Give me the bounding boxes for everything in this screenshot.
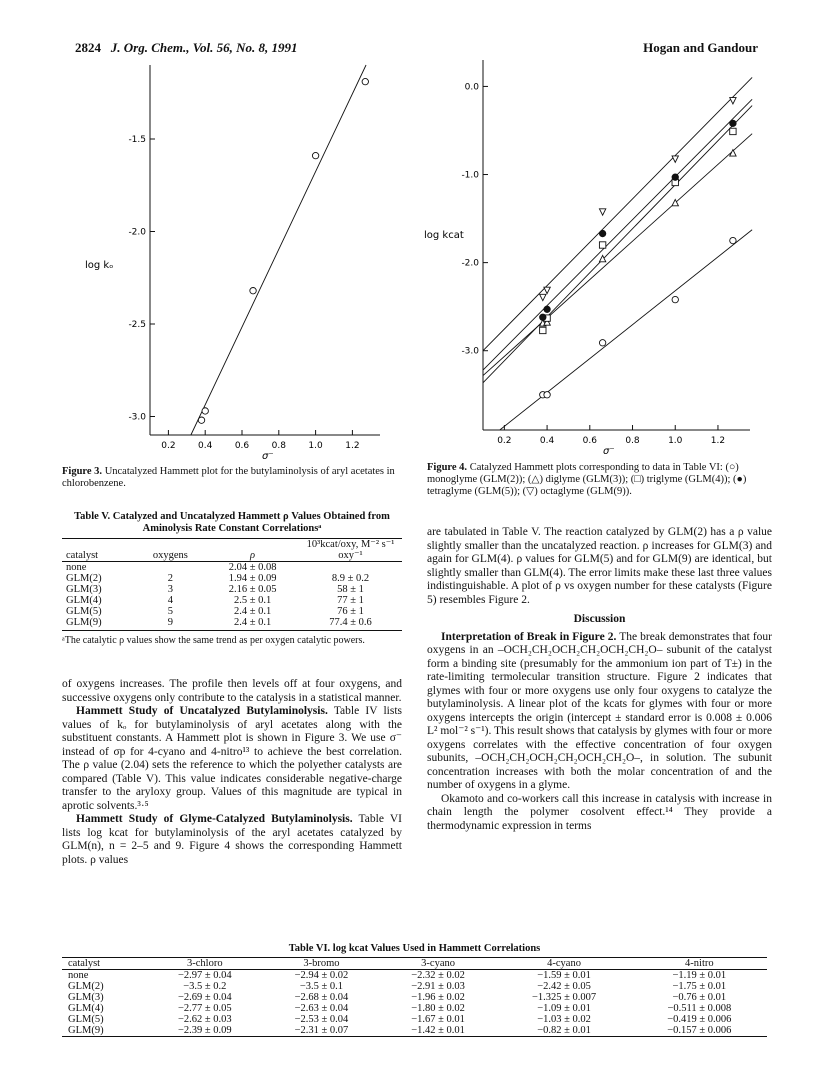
- table-cell: −1.80 ± 0.02: [411, 1003, 465, 1014]
- table6-body: [62, 970, 767, 1037]
- table-cell: GLM(4): [66, 595, 102, 606]
- table-cell: −1.96 ± 0.02: [411, 992, 465, 1003]
- table-cell: −2.32 ± 0.02: [411, 970, 465, 981]
- fig4-points: [540, 98, 737, 398]
- fit-line: [483, 134, 752, 376]
- data-point: [540, 294, 546, 300]
- table-cell: GLM(2): [68, 981, 104, 992]
- data-point: [544, 287, 550, 293]
- table-row: [62, 584, 402, 595]
- table5-title: Table V. Catalyzed and Uncatalyzed Hammett ρ Values Obtained from Aminolysis Rate Constant Correlationsᵃ: [74, 511, 390, 534]
- x-tick-label: 0.2: [497, 436, 512, 446]
- fig4-y-ticks: [461, 82, 488, 356]
- figure3-caption: [62, 466, 402, 490]
- table-cell: −2.77 ± 0.05: [177, 1003, 232, 1014]
- data-point: [544, 392, 550, 398]
- table-cell: 77 ± 1: [337, 595, 364, 606]
- table-row: [62, 1025, 767, 1037]
- table-row: [62, 562, 402, 574]
- y-tick-label: -1.0: [461, 170, 479, 181]
- table5: [62, 538, 402, 628]
- figure4-chart: [420, 55, 765, 465]
- table-header-cell: 4-cyano: [547, 958, 581, 969]
- data-point: [672, 174, 678, 180]
- x-tick-label: 1.2: [345, 441, 360, 451]
- data-point: [599, 209, 605, 215]
- x-tick-label: 1.2: [710, 436, 726, 446]
- data-point: [540, 314, 546, 320]
- fit-line: [500, 230, 752, 430]
- fig4-y-label: log kcat: [424, 230, 464, 241]
- data-point: [362, 78, 368, 84]
- left-heading-2: Hammett Study of Uncatalyzed Butylaminolysis.: [76, 705, 328, 717]
- table-row: [62, 981, 767, 992]
- table-header-cell: 3-chloro: [187, 958, 223, 969]
- table-cell: −0.82 ± 0.01: [537, 1025, 591, 1036]
- y-tick-label: -3.0: [461, 346, 479, 357]
- data-point: [730, 237, 736, 243]
- y-tick-label: -1.5: [128, 135, 146, 145]
- table-cell: 9: [167, 617, 173, 628]
- fig3-x-label: σ⁻: [262, 451, 274, 462]
- x-tick-label: 1.0: [668, 436, 683, 446]
- data-point: [730, 98, 736, 104]
- data-point: [730, 120, 736, 126]
- table-cell: 2.16 ± 0.05: [228, 584, 277, 595]
- table-cell: GLM(3): [66, 584, 102, 595]
- x-tick-label: 0.4: [198, 441, 213, 451]
- table-cell: [135, 562, 207, 574]
- x-tick-label: 0.8: [625, 436, 640, 446]
- table-cell: 2.5 ± 0.1: [233, 595, 272, 606]
- table-cell: −2.94 ± 0.02: [294, 970, 349, 981]
- left-paragraph-1: of oxygens increases. The profile then levels off at four oxygens, and successive oxygens only contribute to the catalysis in a statistical manner.: [62, 678, 402, 704]
- fig4-x-ticks: [497, 425, 725, 446]
- y-tick-label: -3.0: [128, 412, 146, 423]
- table-cell: −2.53 ± 0.04: [294, 1014, 349, 1025]
- table-row: [62, 595, 402, 606]
- y-tick-label: 0.0: [464, 82, 479, 93]
- table-cell: 76 ± 1: [337, 606, 364, 617]
- table6-header-row: [62, 958, 767, 970]
- table-cell: none: [66, 562, 87, 573]
- table-cell: −2.42 ± 0.05: [537, 981, 591, 992]
- table-cell: none: [68, 970, 89, 981]
- discussion-heading: Discussion: [573, 613, 626, 625]
- table-cell: −1.09 ± 0.01: [537, 1003, 591, 1014]
- data-point: [540, 327, 546, 333]
- data-point: [250, 288, 256, 294]
- fit-line: [191, 65, 366, 435]
- fit-line: [483, 106, 752, 383]
- table-cell: GLM(5): [66, 606, 102, 617]
- table-cell: [299, 562, 402, 574]
- y-tick-label: -2.0: [461, 258, 479, 269]
- table-cell: −1.75 ± 0.01: [672, 981, 727, 992]
- fit-line: [483, 99, 752, 370]
- table-cell: −2.69 ± 0.04: [177, 992, 232, 1003]
- left-column-text: [62, 678, 402, 867]
- left-paragraph-3: Table VI lists log kcat for butylaminolysis of the aryl acetates catalyzed by GLM(n), n = 2–5 and 9. Figure 4 shows the corresponding Hammett plots. ρ values: [62, 813, 402, 866]
- figure3-chart: [80, 55, 400, 470]
- table-cell: −2.31 ± 0.07: [294, 1025, 349, 1036]
- table-cell: GLM(9): [66, 617, 102, 628]
- y-tick-label: -2.0: [128, 227, 146, 238]
- table-row: [62, 606, 402, 617]
- data-point: [672, 296, 678, 302]
- table-cell: 1.94 ± 0.09: [228, 573, 277, 584]
- right-heading-2: Interpretation of Break in Figure 2.: [441, 630, 617, 643]
- table-cell: GLM(9): [68, 1025, 104, 1036]
- x-tick-label: 1.0: [308, 441, 323, 451]
- table-cell: GLM(3): [68, 992, 104, 1003]
- figure4-caption: [427, 462, 772, 498]
- x-tick-label: 0.4: [539, 436, 555, 446]
- table-cell: 58 ± 1: [337, 584, 364, 595]
- x-tick-label: 0.2: [161, 441, 176, 451]
- table5-footnote: ᵃThe catalytic ρ values show the same trend as per oxygen catalytic powers.: [62, 630, 402, 647]
- fig3-caption-label: Figure 3.: [62, 466, 103, 477]
- table-header-cell: 4-nitro: [685, 958, 714, 969]
- page-number: 2824: [75, 40, 101, 55]
- table-cell: GLM(4): [68, 1003, 104, 1014]
- table6: [62, 957, 767, 1037]
- y-tick-label: -2.5: [128, 320, 146, 330]
- table-cell: GLM(2): [66, 573, 102, 584]
- running-header: [75, 40, 297, 56]
- fig3-x-ticks: [161, 430, 359, 451]
- table-cell: −2.39 ± 0.09: [177, 1025, 232, 1036]
- data-point: [672, 156, 678, 162]
- table5-body: [62, 562, 402, 629]
- table-cell: GLM(5): [68, 1014, 104, 1025]
- table-cell: 2.04 ± 0.08: [228, 562, 277, 573]
- table-cell: 4: [167, 595, 173, 606]
- table-cell: 3: [167, 584, 173, 595]
- table-cell: −2.91 ± 0.03: [411, 981, 465, 992]
- fig4-caption-text: Catalyzed Hammett plots corresponding to data in Table VI: (○) monoglyme (GLM(2)); (△) diglyme (GLM(3)); (□) triglyme (GLM(4)); (●) tetraglyme (GLM(5)); (▽) octaglyme (GLM(9)).: [427, 462, 747, 497]
- fig3-caption-text: Uncatalyzed Hammett plot for the butylaminolysis of aryl acetates in chlorobenzene.: [62, 466, 395, 489]
- table-cell: 8.9 ± 0.2: [331, 573, 370, 584]
- journal-citation: J. Org. Chem., Vol. 56, No. 8, 1991: [110, 40, 298, 55]
- fig3-points: [198, 78, 368, 423]
- table-row: [62, 970, 767, 982]
- table-row: [62, 573, 402, 584]
- table-cell: −0.76 ± 0.01: [672, 992, 727, 1003]
- table-cell: 77.4 ± 0.6: [329, 617, 372, 628]
- table-cell: 5: [167, 606, 173, 617]
- table-cell: −0.419 ± 0.006: [667, 1014, 732, 1025]
- x-tick-label: 0.6: [582, 436, 597, 446]
- table-cell: −1.67 ± 0.01: [411, 1014, 465, 1025]
- right-column-text: [427, 526, 772, 833]
- right-paragraph-3: Okamoto and co-workers call this increase in catalysis with increase in chain length the polymer cosolvent effect.¹⁴ They provide a thermodynamic expression in terms: [427, 792, 772, 832]
- fig3-fit-line: [191, 65, 366, 435]
- table-cell: −1.42 ± 0.01: [411, 1025, 465, 1036]
- table-cell: −1.59 ± 0.01: [537, 970, 591, 981]
- table6-title: Table VI. log kcat Values Used in Hammett Correlations: [288, 943, 541, 954]
- table-header-cell: 3-bromo: [303, 958, 340, 969]
- t5-col-kcat-oxy: 10³kcat/oxy, M⁻² s⁻¹ oxy⁻¹: [306, 539, 395, 561]
- data-point: [599, 230, 605, 236]
- table-row: [62, 1003, 767, 1014]
- fig4-fit-lines: [483, 77, 752, 430]
- table-cell: −2.63 ± 0.04: [294, 1003, 349, 1014]
- right-paragraph-1: are tabulated in Table V. The reaction catalyzed by GLM(2) has a ρ value slightly smaller than the uncatalyzed reaction. ρ increases for GLM(3) and again for GLM(4). ρ values for GLM(5) and for GLM(9) are identical, but slightly smaller than GLM(4). The error limits make these last three values indistinguishable. A plot of ρ vs oxygen number for these catalysts (Figure 5) resembles Figure 2.: [427, 526, 772, 606]
- right-paragraph-2: The break demonstrates that four oxygens in an –OCH₂CH₂OCH₂CH₂OCH₂CH₂O– subunit of the catalyst form a binding site (presumably for the ammonium ion part of T±) in the rate-limiting termolecular transition structure. Figure 2 indicates that glymes with four or more oxygens use only four oxygens to catalyze the butylaminolysis. A linear plot of the kcats for glymes with four or more oxygens intercepts the origin (intercept ± standard error is 0.008 ± 0.006 L² mol⁻² s⁻¹). This result shows that catalysis by glymes with four or more oxygens correlates with the effective concentration of four oxygen subunits, –OCH₂CH₂OCH₂CH₂OCH₂CH₂O–, in solution. The subunit concentration increases with both the molar concentration of and the number of oxygens in a glyme.: [427, 630, 772, 791]
- data-point: [599, 340, 605, 346]
- t5-col-rho: ρ: [250, 550, 256, 561]
- fig4-caption-label: Figure 4.: [427, 462, 468, 473]
- table-cell: 2: [167, 573, 173, 584]
- table-header-cell: catalyst: [68, 958, 101, 969]
- table-cell: 2.4 ± 0.1: [233, 617, 272, 628]
- left-heading-3: Hammett Study of Glyme-Catalyzed Butylaminolysis.: [76, 813, 353, 825]
- table-cell: −1.19 ± 0.01: [672, 970, 727, 981]
- data-point: [599, 255, 605, 261]
- t5-col-oxygens: oxygens: [152, 550, 188, 561]
- table-row: [62, 617, 402, 628]
- data-point: [202, 408, 208, 414]
- table-cell: −0.157 ± 0.006: [667, 1025, 732, 1036]
- fig4-x-label: σ⁻: [603, 446, 615, 457]
- table-cell: 2.4 ± 0.1: [233, 606, 272, 617]
- fig3-y-ticks: [128, 135, 155, 423]
- t5-col-catalyst: catalyst: [66, 550, 99, 561]
- table-cell: −2.68 ± 0.04: [294, 992, 349, 1003]
- table6-block: [62, 943, 767, 1037]
- table5-block: [62, 511, 402, 647]
- data-point: [312, 152, 318, 158]
- table-header-cell: 3-cyano: [421, 958, 455, 969]
- left-paragraph-2: Table IV lists values of kₒ for butylaminolysis of aryl acetates along with the substituent constants. A Hammett plot is shown in Figure 3. We use σ⁻ instead of σp for 4-cyano and 4-nitro¹³ to achieve the best correlation. The ρ value (2.04) sets the reference to which the polyether catalysts are compared (Table V). This value indicates considerable negative-charge transfer to the aryloxy group. Values of this magnitude are typical in aprotic solvents.³·⁵: [62, 705, 403, 812]
- fit-line: [483, 77, 752, 350]
- data-point: [198, 417, 204, 423]
- table-cell: −2.97 ± 0.04: [177, 970, 232, 981]
- x-tick-label: 0.6: [234, 441, 250, 451]
- table-cell: −0.511 ± 0.008: [667, 1003, 732, 1014]
- data-point: [730, 128, 736, 134]
- table-row: [62, 992, 767, 1003]
- table-cell: −1.325 ± 0.007: [531, 992, 597, 1003]
- table-cell: −3.5 ± 0.2: [183, 981, 227, 992]
- table-row: [62, 1014, 767, 1025]
- fig3-y-label: log kₒ: [85, 260, 114, 271]
- data-point: [599, 242, 605, 248]
- header-authors: Hogan and Gandour: [643, 40, 758, 55]
- data-point: [544, 306, 550, 312]
- table-cell: −1.03 ± 0.02: [537, 1014, 591, 1025]
- table-cell: −3.5 ± 0.1: [299, 981, 344, 992]
- table-cell: −2.62 ± 0.03: [177, 1014, 232, 1025]
- x-tick-label: 0.8: [271, 441, 286, 451]
